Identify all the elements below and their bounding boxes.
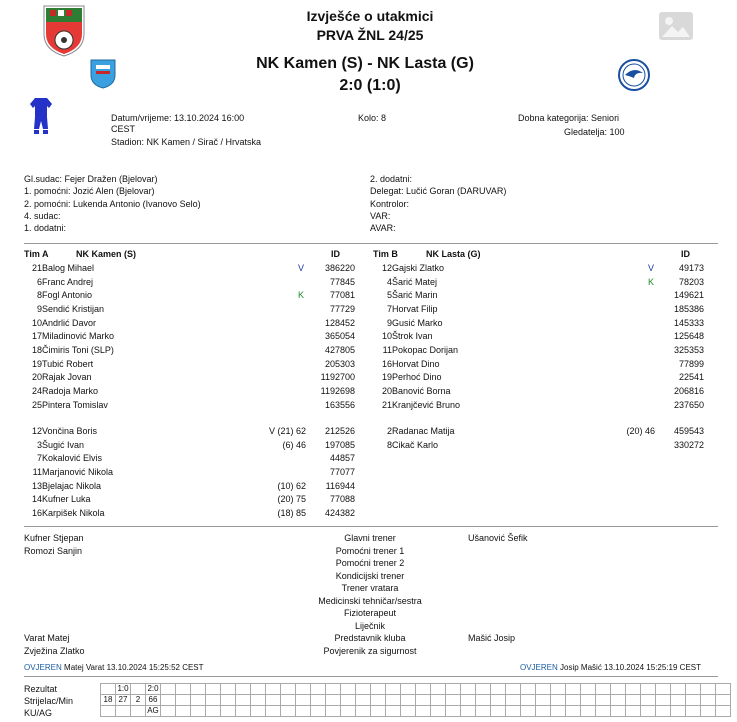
staff-role: Liječnik: [354, 620, 385, 631]
official-right-line: AVAR:: [370, 223, 396, 234]
grid-cell: [266, 695, 281, 706]
grid-cell: [356, 706, 371, 717]
sub-id: 212526: [324, 426, 355, 436]
official-right-line: Delegat: Lučić Goran (DARUVAR): [370, 186, 507, 197]
player-id: 22541: [678, 372, 704, 383]
grid-cell: [701, 684, 716, 695]
grid-cell: [536, 695, 551, 706]
match-score: 2:0 (1:0): [339, 77, 401, 94]
grid-cell: [641, 695, 656, 706]
team-b-label: Tim B: [373, 249, 398, 259]
home-verified-status: OVJEREN: [24, 663, 62, 672]
player-id: 77845: [329, 276, 355, 287]
grid-cell: [581, 695, 596, 706]
grid-cell: [581, 684, 596, 695]
player-number: 20: [381, 385, 392, 396]
player-name: Štrok Ivan: [392, 331, 433, 342]
sub-name: Šugić Ivan: [42, 439, 85, 450]
sub-info: (18) 85: [277, 507, 306, 518]
sub-name: Bjelajac Nikola: [42, 480, 102, 491]
grid-cell: [686, 684, 701, 695]
grid-cell: [371, 684, 386, 695]
away-verified-text: Josip Mašić 13.10.2024 15:25:19 CEST: [560, 663, 702, 672]
match-timezone: CEST: [111, 124, 136, 134]
grid-cell: [206, 684, 221, 695]
grid-cell: [521, 706, 536, 717]
sub-id: 424382: [324, 507, 355, 518]
grid-cell: [281, 684, 296, 695]
grid-cell: [206, 695, 221, 706]
official-right-line: VAR:: [370, 210, 391, 221]
official-left-line: 1. dodatni:: [24, 223, 67, 234]
player-id: 1192698: [320, 385, 355, 396]
grid-cell: [251, 695, 266, 706]
grid-cell: [356, 684, 371, 695]
grid-cell: [521, 695, 536, 706]
away-head-coach: Ušanović Šefik: [468, 533, 528, 543]
grid-cell: 2: [131, 695, 146, 706]
sub-name: Kufner Luka: [42, 494, 91, 505]
grid-cell: [476, 706, 491, 717]
player-id: 77729: [329, 303, 355, 314]
team-b-id-header: ID: [681, 249, 690, 259]
player-number: 12: [381, 263, 392, 273]
match-datetime: Datum/vrijeme: 13.10.2024 16:00: [111, 113, 245, 123]
sub-name: Cikač Karlo: [392, 439, 439, 450]
grid-cell: [506, 684, 521, 695]
grid-cell: [341, 695, 356, 706]
player-name: Pintera Tomislav: [42, 399, 108, 410]
player-number: 10: [31, 317, 42, 328]
official-right-line: 2. dodatni:: [370, 174, 413, 184]
player-id: 145333: [673, 317, 704, 328]
grid-cell: [656, 684, 671, 695]
grid-cell: [596, 695, 611, 706]
player-number: 24: [31, 385, 42, 396]
grid-cell: [491, 684, 506, 695]
player-number: 5: [386, 290, 392, 301]
grid-cell: [311, 684, 326, 695]
grid-cell: [611, 695, 626, 706]
player-number: 19: [31, 358, 42, 369]
grid-cell: [416, 684, 431, 695]
league-crest-logo: [40, 2, 88, 58]
player-name: Balog Mihael: [42, 263, 95, 273]
grid-cell: [236, 706, 251, 717]
player-id: 49173: [678, 263, 704, 273]
grid-cell: [656, 695, 671, 706]
player-name: Horvat Dino: [392, 358, 440, 369]
grid-cell: [101, 684, 116, 695]
sub-name: Radanac Matija: [392, 426, 455, 436]
grid-cell: 27: [116, 695, 131, 706]
grid-cell: [191, 695, 206, 706]
team-a-id-header: ID: [331, 249, 340, 259]
grid-cell: [656, 706, 671, 717]
player-name: Čimiris Toni (SLP): [42, 344, 114, 355]
grid-cell: [326, 706, 341, 717]
grid-cell: 18: [101, 695, 116, 706]
sub-id: 44857: [329, 453, 355, 464]
grid-cell: [296, 684, 311, 695]
sub-info: (6) 46: [282, 439, 306, 450]
staff-role: Glavni trener: [344, 533, 396, 543]
grid-cell: [191, 706, 206, 717]
grid-cell: [386, 684, 401, 695]
grid-cell: [161, 706, 176, 717]
player-number: 4: [386, 276, 392, 287]
player-name: Franc Andrej: [42, 276, 94, 287]
jersey-icon: [29, 97, 53, 135]
grid-cell: [461, 695, 476, 706]
grid-cell: [431, 684, 446, 695]
spectators: Gledatelja: 100: [564, 127, 625, 137]
grid-cell: 2:0: [147, 684, 159, 693]
grid-cell: [281, 706, 296, 717]
score-grid: [100, 683, 731, 717]
grid-cell: [266, 684, 281, 695]
sub-name: Vončina Boris: [42, 426, 98, 436]
player-name: Pokopac Dorijan: [392, 344, 459, 355]
grid-cell: [671, 695, 686, 706]
staff-role: Pomoćni trener 2: [335, 558, 405, 568]
grid-cell: 66: [146, 695, 161, 706]
staff-member: Zvježina Zlatko: [24, 646, 85, 656]
player-id: 206816: [673, 385, 704, 396]
official-left-line: 4. sudac:: [24, 210, 61, 221]
home-verification: [24, 663, 204, 672]
grid-cell: [476, 684, 491, 695]
player-name: Šarić Marin: [392, 290, 438, 301]
grid-cell: [251, 706, 266, 717]
grid-cell: [371, 706, 386, 717]
away-verified-status: OVJEREN: [520, 663, 558, 672]
grid-cell: [161, 695, 176, 706]
grid-label-ku-ag: KU/AG: [24, 708, 53, 718]
player-number: 21: [381, 399, 392, 410]
sub-id: 116944: [325, 480, 355, 491]
grid-cell: [521, 684, 536, 695]
grid-cell: [296, 695, 311, 706]
sub-id: 330272: [673, 439, 704, 450]
grid-cell: [716, 695, 731, 706]
match-stadium: Stadion: NK Kamen / Sirač / Hrvatska: [111, 137, 262, 147]
sub-id: 77088: [329, 494, 355, 505]
grid-cell: [131, 706, 146, 717]
official-left-line: Gl.sudac: Fejer Dražen (Bjelovar): [24, 174, 158, 184]
sub-id: 459543: [673, 426, 704, 436]
sub-name: Karpišek Nikola: [42, 507, 105, 518]
goalkeeper-mark: V: [648, 263, 655, 273]
report-title: Izvješće o utakmici: [306, 8, 434, 24]
player-number: 9: [386, 317, 392, 328]
grid-cell: [341, 684, 356, 695]
grid-cell: [386, 695, 401, 706]
player-name: Andrlić Davor: [42, 317, 97, 328]
player-name: Tubić Robert: [42, 358, 94, 369]
grid-cell: [161, 684, 176, 695]
player-number: 19: [381, 372, 392, 383]
player-id: 205303: [324, 358, 355, 369]
captain-mark: K: [648, 276, 655, 287]
sub-id: 77077: [329, 466, 355, 477]
grid-cell: [191, 684, 206, 695]
player-id: 427805: [324, 344, 355, 355]
grid-cell: [701, 695, 716, 706]
grid-cell: [476, 695, 491, 706]
grid-cell: [116, 706, 131, 717]
grid-cell: [446, 695, 461, 706]
player-id: 77081: [329, 290, 355, 301]
away-club-representative: Mašić Josip: [468, 633, 516, 643]
player-id: 128452: [324, 317, 355, 328]
player-number: 8: [36, 290, 42, 301]
grid-cell: [701, 706, 716, 717]
staff-role: Fizioterapeut: [343, 608, 397, 618]
player-number: 6: [36, 276, 42, 287]
away-club-logo: [617, 58, 651, 92]
player-id: 237650: [673, 399, 704, 410]
grid-cell: [686, 695, 701, 706]
grid-cell: [416, 706, 431, 717]
player-name: Gajski Zlatko: [392, 263, 445, 273]
grid-cell: [461, 706, 476, 717]
grid-cell: [536, 706, 551, 717]
grid-cell: [326, 695, 341, 706]
grid-cell: [626, 684, 641, 695]
player-number: 9: [36, 303, 42, 314]
sub-number: 7: [36, 453, 42, 464]
player-id: 386220: [324, 263, 355, 273]
grid-cell: [506, 695, 521, 706]
staff-role: Pomoćni trener 1: [335, 545, 405, 556]
official-left-line: 2. pomoćni: Lukenda Antonio (Ivanovo Selo): [24, 198, 201, 209]
grid-cell: [326, 684, 341, 695]
player-id: 325353: [673, 344, 704, 355]
sub-number: 2: [386, 426, 392, 436]
grid-cell: [131, 684, 146, 695]
player-number: 11: [382, 344, 392, 355]
grid-cell: [416, 695, 431, 706]
sub-number: 12: [31, 426, 42, 436]
grid-cell: [596, 706, 611, 717]
sub-number: 11: [32, 466, 42, 477]
grid-cell: [596, 684, 611, 695]
grid-cell: [356, 695, 371, 706]
grid-cell: [401, 684, 416, 695]
grid-cell: [641, 684, 656, 695]
grid-cell: [611, 684, 626, 695]
player-number: 25: [31, 399, 42, 410]
away-verification: [520, 663, 701, 672]
home-verified-text: Matej Varat 13.10.2024 15:25:52 CEST: [64, 663, 204, 672]
team-a-label: Tim A: [24, 249, 49, 259]
grid-cell: [566, 695, 581, 706]
sub-info: V (21) 62: [268, 426, 306, 436]
player-number: 20: [31, 372, 42, 383]
staff-role: Trener vratara: [341, 583, 399, 593]
grid-cell: [551, 706, 566, 717]
grid-cell: [626, 706, 641, 717]
grid-cell: [221, 695, 236, 706]
grid-cell: [446, 684, 461, 695]
grid-cell: [581, 706, 596, 717]
player-number: 10: [381, 331, 392, 342]
grid-cell: [716, 706, 731, 717]
sub-number: 14: [31, 494, 42, 505]
player-id: 149621: [673, 290, 704, 301]
sub-number: 3: [36, 439, 42, 450]
home-club-logo: [88, 57, 118, 89]
grid-cell: [401, 706, 416, 717]
staff-role: Predstavnik kluba: [334, 633, 406, 643]
player-name: Gusić Marko: [392, 317, 443, 328]
player-name: Fogl Antonio: [42, 290, 93, 301]
sub-info: (20) 75: [277, 494, 306, 505]
team-b-name: NK Lasta (G): [426, 249, 481, 259]
grid-cell: [401, 695, 416, 706]
match-round: Kolo: 8: [358, 113, 387, 123]
image-placeholder-icon: [658, 11, 694, 41]
player-id: 185386: [673, 303, 704, 314]
grid-cell: [551, 695, 566, 706]
grid-cell: [626, 695, 641, 706]
grid-cell: [176, 684, 191, 695]
player-number: 18: [31, 344, 42, 355]
grid-cell: [311, 695, 326, 706]
grid-cell: [176, 706, 191, 717]
grid-cell: [716, 684, 731, 695]
grid-cell: [236, 695, 251, 706]
sub-number: 8: [386, 439, 392, 450]
grid-cell: [506, 706, 521, 717]
sub-name: Kokalović Elvis: [42, 453, 103, 464]
grid-cell: [461, 684, 476, 695]
goalkeeper-mark: V: [298, 263, 305, 273]
player-number: 21: [31, 263, 42, 273]
league-name: PRVA ŽNL 24/25: [316, 27, 424, 43]
grid-cell: [176, 695, 191, 706]
staff-member: Varat Matej: [24, 633, 70, 643]
grid-cell: [431, 706, 446, 717]
player-name: Banović Borna: [392, 385, 451, 396]
grid-cell: [611, 706, 626, 717]
grid-cell: [101, 706, 116, 717]
staff-member: Kufner Stjepan: [24, 533, 84, 543]
sub-number: 13: [31, 480, 42, 491]
grid-cell: [251, 684, 266, 695]
player-id: 1192700: [320, 372, 355, 383]
player-name: Kranjčević Bruno: [392, 399, 461, 410]
player-name: Miladinović Marko: [42, 331, 115, 342]
player-number: 17: [31, 331, 42, 342]
grid-cell: 1:0: [117, 684, 129, 693]
grid-cell: [281, 695, 296, 706]
grid-cell: [566, 706, 581, 717]
staff-role: Medicinski tehničar/sestra: [318, 595, 422, 606]
grid-cell: [206, 706, 221, 717]
grid-label-result: Rezultat: [24, 684, 58, 694]
official-right-line: Kontrolor:: [370, 198, 410, 209]
grid-cell: [551, 684, 566, 695]
grid-cell: [221, 706, 236, 717]
staff-member: Romozi Sanjin: [24, 546, 83, 556]
grid-cell: [236, 684, 251, 695]
player-number: 16: [381, 358, 392, 369]
staff-role: Kondicijski trener: [335, 570, 405, 581]
sub-id: 197085: [324, 439, 355, 450]
grid-cell: [386, 706, 401, 717]
grid-cell: [671, 684, 686, 695]
grid-cell: [686, 706, 701, 717]
grid-cell: [671, 706, 686, 717]
grid-cell: [536, 684, 551, 695]
player-id: 125648: [673, 331, 704, 342]
team-a-name: NK Kamen (S): [76, 249, 137, 259]
grid-cell: [296, 706, 311, 717]
grid-cell: [566, 684, 581, 695]
sub-number: 16: [31, 507, 42, 518]
sub-info: (20) 46: [626, 426, 655, 436]
sub-info: (10) 62: [277, 480, 306, 491]
grid-label-scorer: Strijelac/Min: [24, 696, 74, 706]
grid-cell: AG: [147, 706, 159, 715]
grid-cell: [341, 706, 356, 717]
match-title: NK Kamen (S) - NK Lasta (G): [256, 55, 474, 72]
grid-cell: [641, 706, 656, 717]
player-number: 7: [386, 303, 392, 314]
player-name: Šarić Matej: [392, 276, 438, 287]
player-name: Rajak Jovan: [42, 372, 92, 383]
grid-cell: [311, 706, 326, 717]
player-id: 163556: [324, 399, 355, 410]
age-category: Dobna kategorija: Seniori: [518, 113, 620, 123]
player-id: 365054: [324, 331, 355, 342]
grid-cell: [371, 695, 386, 706]
sub-name: Marjanović Nikola: [42, 466, 114, 477]
player-name: Sendić Kristijan: [42, 303, 105, 314]
official-left-line: 1. pomoćni: Jozić Alen (Bjelovar): [24, 186, 155, 197]
player-id: 78203: [678, 276, 704, 287]
player-name: Perhoć Dino: [392, 372, 442, 383]
grid-cell: [491, 706, 506, 717]
grid-cell: [221, 684, 236, 695]
grid-cell: [266, 706, 281, 717]
grid-cell: [431, 695, 446, 706]
grid-cell: [491, 695, 506, 706]
grid-cell: [446, 706, 461, 717]
player-name: Horvat Filip: [392, 303, 438, 314]
player-id: 77899: [678, 358, 704, 369]
captain-mark: K: [298, 290, 305, 301]
staff-role: Povjerenik za sigurnost: [323, 645, 417, 656]
player-name: Radoja Marko: [42, 385, 99, 396]
